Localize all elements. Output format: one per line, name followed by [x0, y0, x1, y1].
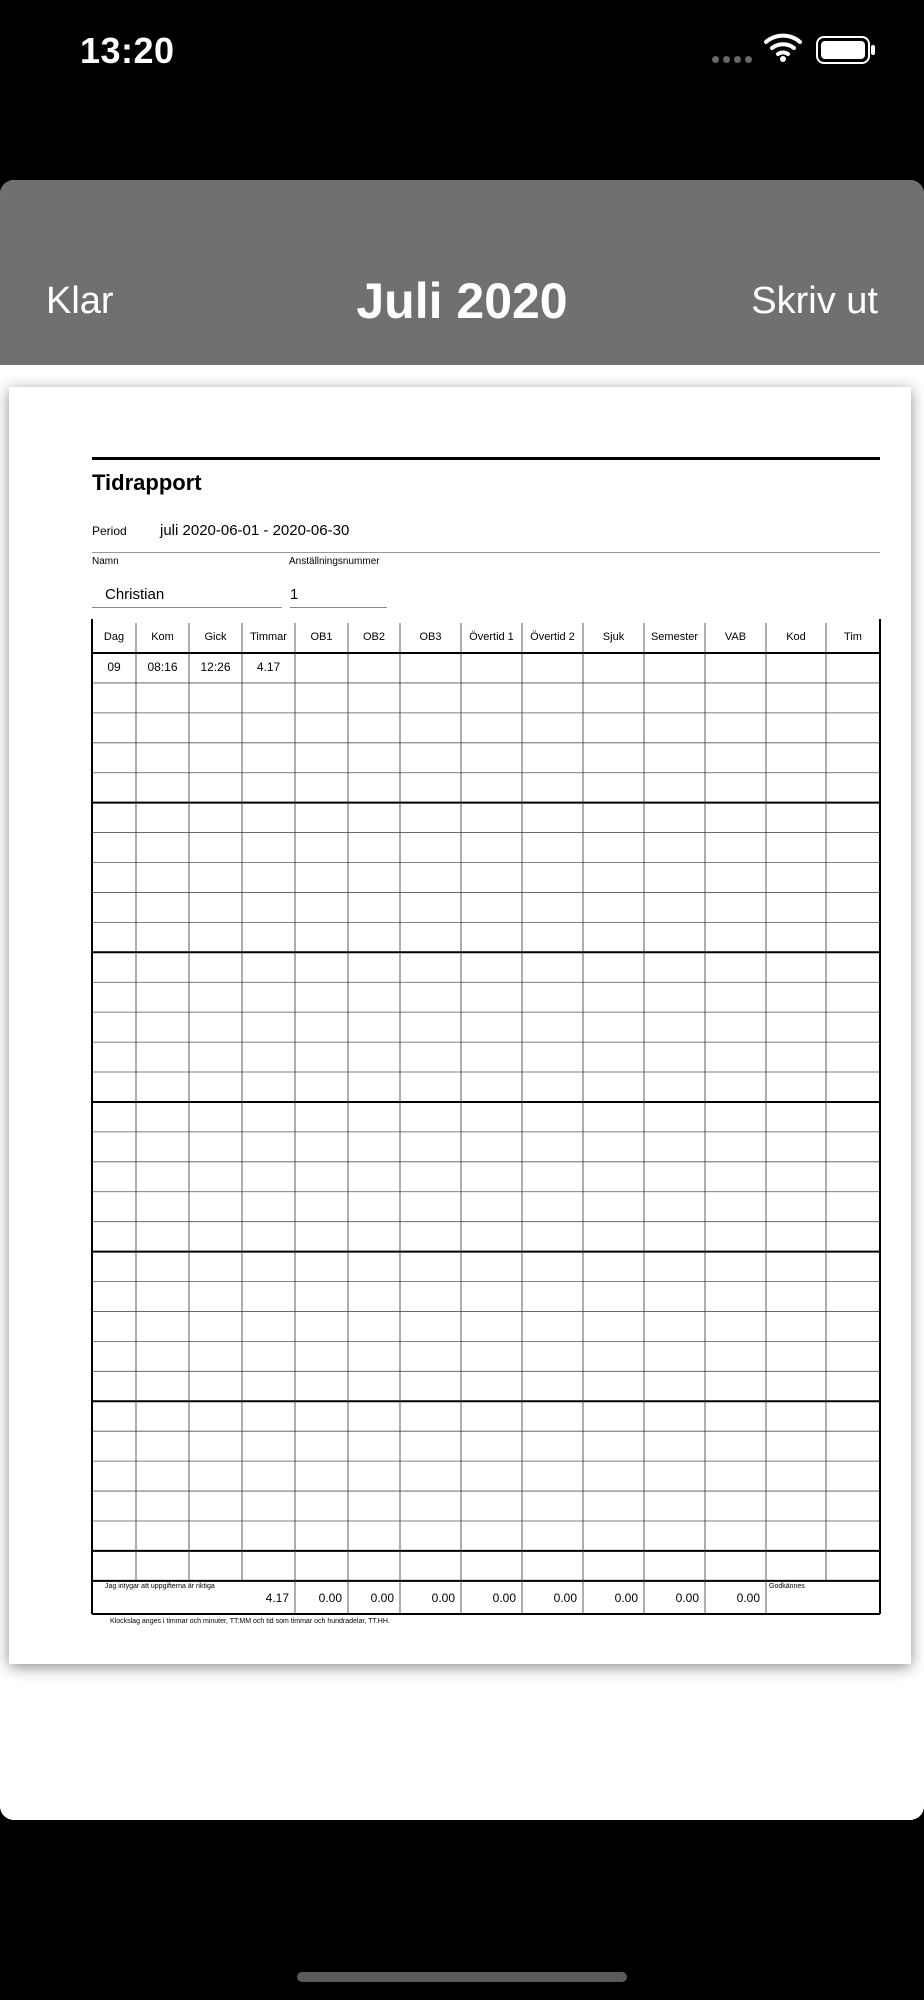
- period-value: juli 2020-06-01 - 2020-06-30: [160, 522, 350, 539]
- column-header: Semester: [650, 631, 699, 643]
- table-cell: 08:16: [147, 660, 178, 674]
- timesheet-grid: [9, 387, 911, 1664]
- approve-label: Godkännes: [769, 1582, 805, 1590]
- total-value: 0.00: [492, 1590, 516, 1605]
- column-header: Timmar: [250, 631, 287, 643]
- column-header: OB1: [310, 631, 333, 643]
- column-header: Övertid 2: [530, 631, 575, 643]
- total-value: 4.17: [265, 1590, 289, 1605]
- employee-number-value: 1: [290, 586, 299, 603]
- page-title: Juli 2020: [356, 273, 568, 329]
- footnote: Klockslag anges i timmar och minuter, TT:MM och tid som timmar och hundradelar, TT.HH.: [110, 1618, 390, 1625]
- certify-text: Jag intygar att uppgifterna är riktiga: [105, 1582, 215, 1590]
- total-value: 0.00: [736, 1590, 760, 1605]
- column-header: Kod: [786, 631, 806, 643]
- period-label: Period: [92, 524, 127, 538]
- status-time: 13:20: [80, 30, 175, 71]
- total-value: 0.00: [614, 1590, 638, 1605]
- column-header: Kom: [151, 631, 174, 643]
- total-value: 0.00: [370, 1590, 394, 1605]
- navigation-bar: [0, 180, 924, 365]
- total-value: 0.00: [318, 1590, 342, 1605]
- home-indicator: [297, 1972, 627, 1982]
- column-header: OB3: [419, 631, 442, 643]
- total-value: 0.00: [431, 1590, 455, 1605]
- column-header: Gick: [204, 631, 227, 643]
- total-value: 0.00: [553, 1590, 577, 1605]
- report-title: Tidrapport: [92, 470, 202, 495]
- table-cell: 12:26: [200, 660, 231, 674]
- column-header: Övertid 1: [469, 631, 514, 643]
- column-header: OB2: [362, 631, 385, 643]
- column-header: Dag: [103, 631, 125, 643]
- column-header: VAB: [724, 631, 747, 643]
- wifi-icon: [764, 32, 802, 62]
- column-header: Tim: [844, 631, 862, 643]
- total-value: 0.00: [675, 1590, 699, 1605]
- battery-icon: [816, 36, 876, 64]
- column-header: Sjuk: [602, 631, 625, 643]
- cellular-signal-icon: [712, 56, 752, 63]
- name-value: Christian: [105, 586, 165, 603]
- done-button[interactable]: Klar: [46, 280, 114, 322]
- table-cell: 09: [107, 660, 121, 674]
- report-page[interactable]: [9, 387, 911, 1664]
- status-bar: [0, 0, 924, 100]
- print-button[interactable]: Skriv ut: [751, 280, 878, 322]
- name-label: Namn: [92, 556, 119, 567]
- table-cell: 4.17: [256, 660, 281, 674]
- employee-number-label: Anställningsnummer: [289, 556, 380, 567]
